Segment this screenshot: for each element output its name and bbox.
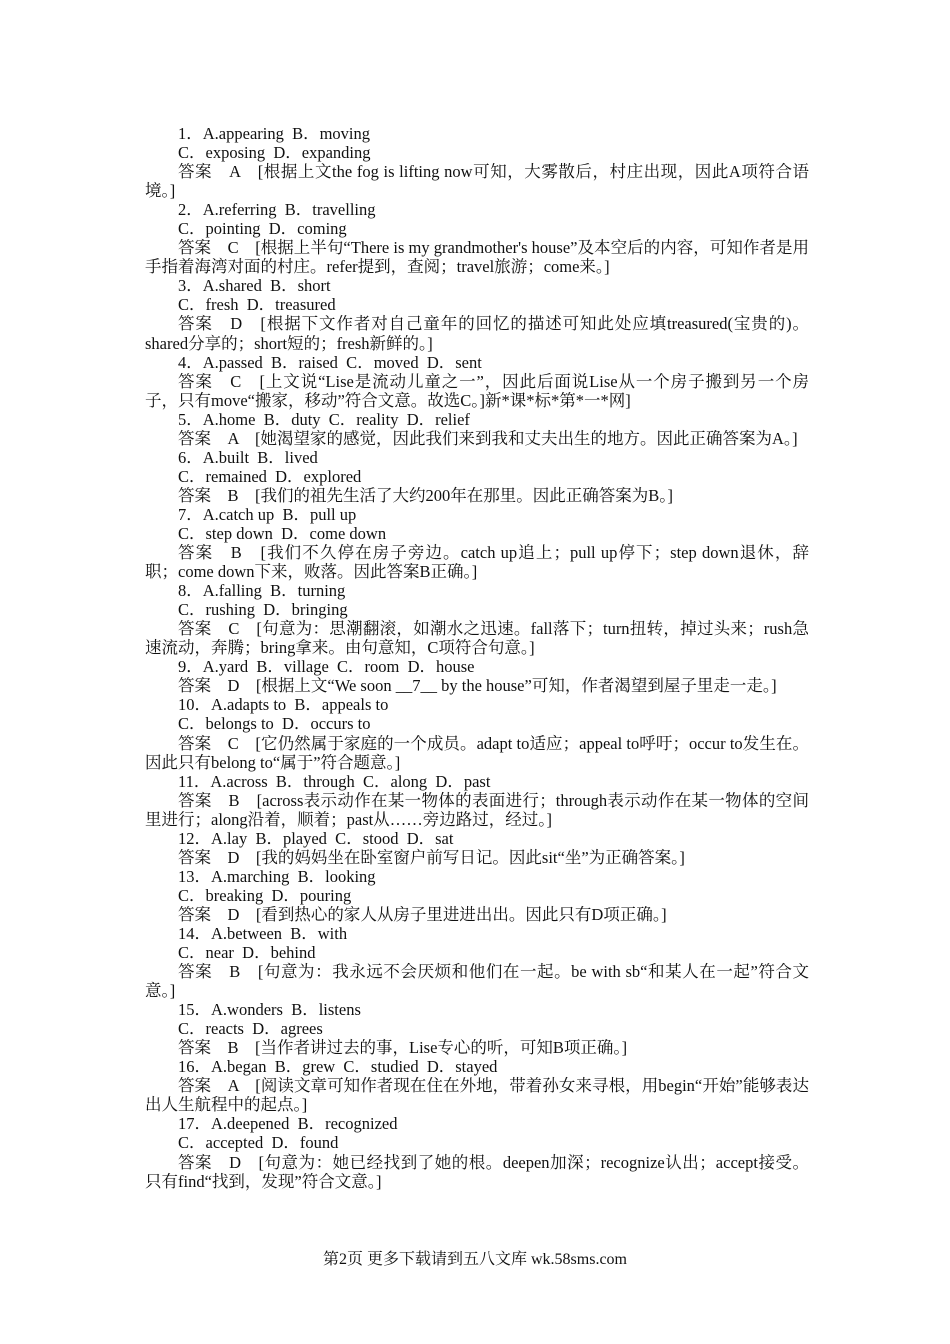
question-options-line: C．pointing D．coming <box>178 219 347 239</box>
question-options-line: 17．A.deepened B．recognized <box>178 1114 398 1134</box>
question-options-line: 7．A.catch up B．pull up <box>178 504 357 524</box>
answer-explanation: 答案 B [句意为：我永远不会厌烦和他们在一起。be with sb“和某人在一起”符合文意。] <box>145 962 809 1001</box>
answer-explanation: 答案 A [她渴望家的感觉，因此我们来到我和丈夫出生的地方。因此正确答案为A。] <box>178 428 798 448</box>
question-block <box>145 772 809 829</box>
question-block <box>145 1114 809 1190</box>
question-options-line: 13．A.marching B．looking <box>178 866 376 886</box>
answer-explanation: 答案 B [across表示动作在某一物体的表面进行；through表示动作在某一物体的空间里进行；along沿着，顺着；past从……旁边路过，经过。] <box>145 790 809 829</box>
answer-explanation: 答案 B [我们不久停在房子旁边。catch up追上；pull up停下；step down退休，辞职；come down下来，败落。因此答案B正确。] <box>145 543 809 582</box>
question-block <box>145 448 809 505</box>
answer-key-content <box>145 124 809 1191</box>
page-footer: 第2页 更多下载请到五八文库 wk.58sms.com <box>322 1251 627 1268</box>
question-options-line: 5．A.home B．duty C．reality D．relief <box>178 409 470 429</box>
question-block <box>145 829 809 867</box>
question-options-line: C．breaking D．pouring <box>178 885 352 905</box>
question-options-line: C．reacts D．agrees <box>178 1019 323 1039</box>
answer-explanation: 答案 B [我们的祖先生活了大约200年在那里。因此正确答案为B。] <box>178 485 673 505</box>
question-block <box>145 1057 809 1114</box>
question-options-line: 2．A.referring B．travelling <box>178 200 376 220</box>
question-options-line: 11．A.across B．through C．along D．past <box>178 771 491 791</box>
question-options-line: 6．A.built B．lived <box>178 447 318 467</box>
question-block <box>145 924 809 1000</box>
answer-explanation: 答案 D [看到热心的家人从房子里进进出出。因此只有D项正确。] <box>178 904 667 924</box>
question-block <box>145 124 809 200</box>
answer-explanation: 答案 C [句意为：思潮翻滚，如潮水之迅速。fall落下；turn扭转，掉过头来；rush急速流动，奔腾；bring拿来。由句意知，C项符合句意。] <box>145 619 809 658</box>
question-options-line: C．accepted D．found <box>178 1133 339 1153</box>
question-options-line: 14．A.between B．with <box>178 923 348 943</box>
question-block <box>145 353 809 410</box>
question-options-line: 3．A.shared B．short <box>178 276 331 296</box>
answer-explanation: 答案 A [根据上文the fog is lifting now可知，大雾散后，村庄出现，因此A项符合语境。] <box>145 162 809 201</box>
question-block <box>145 505 809 581</box>
question-options-line: 1．A.appearing B．moving <box>178 124 371 143</box>
answer-explanation: 答案 C [根据上半句“There is my grandmother's house”及本空后的内容，可知作者是用手指着海湾对面的村庄。refer提到，查阅；travel旅游；come来。] <box>145 238 809 277</box>
question-options-line: C．step down D．come down <box>178 523 387 543</box>
answer-explanation: 答案 B [当作者讲过去的事，Lise专心的听，可知B项正确。] <box>178 1038 628 1058</box>
question-block <box>145 581 809 657</box>
answer-explanation: 答案 D [我的妈妈坐在卧室窗户前写日记。因此sit“坐”为正确答案。] <box>178 847 685 867</box>
question-options-line: 9．A.yard B．village C．room D．house <box>178 657 475 677</box>
question-block <box>145 200 809 276</box>
question-block <box>145 410 809 448</box>
question-options-line: C．rushing D．bringing <box>178 600 348 620</box>
question-block <box>145 276 809 352</box>
question-options-line: 8．A.falling B．turning <box>178 581 346 601</box>
answer-explanation: 答案 A [阅读文章可知作者现在住在外地，带着孙女来寻根，用begin“开始”能够表达出人生航程中的起点。] <box>145 1076 809 1115</box>
question-options-line: 4．A.passed B．raised C．moved D．sent <box>178 352 482 372</box>
question-block <box>145 867 809 924</box>
question-options-line: 16．A.began B．grew C．studied D．stayed <box>178 1057 498 1077</box>
question-options-line: 12．A.lay B．played C．stood D．sat <box>178 828 454 848</box>
question-options-line: C．remained D．explored <box>178 466 362 486</box>
question-options-line: C．exposing D．expanding <box>178 143 371 163</box>
answer-explanation: 答案 D [根据下文作者对自己童年的回忆的描述可知此处应填treasured(宝贵的)。shared分享的；short短的；fresh新鲜的。] <box>145 314 809 353</box>
question-options-line: 10．A.adapts to B．appeals to <box>178 695 389 715</box>
answer-explanation: 答案 D [根据上文“We soon __7__ by the house”可知，作者渴望到屋子里走一走。] <box>178 676 777 696</box>
question-block <box>145 695 809 771</box>
answer-explanation: 答案 C [上文说“Lise是流动儿童之一”，因此后面说Lise从一个房子搬到另一个房子，只有move“搬家，移动”符合文意。故选C。]新*课*标*第*一*网] <box>145 371 809 410</box>
answer-explanation: 答案 C [它仍然属于家庭的一个成员。adapt to适应；appeal to呼吁；occur to发生在。因此只有belong to“属于”符合题意。] <box>145 733 809 772</box>
question-options-line: C．belongs to D．occurs to <box>178 714 371 734</box>
question-block <box>145 657 809 695</box>
question-options-line: 15．A.wonders B．listens <box>178 1000 361 1020</box>
question-options-line: C．fresh D．treasured <box>178 295 336 315</box>
answer-explanation: 答案 D [句意为：她已经找到了她的根。deepen加深；recognize认出；accept接受。只有find“找到，发现”符合文意。] <box>145 1152 809 1191</box>
question-options-line: C．near D．behind <box>178 943 316 963</box>
question-block <box>145 1000 809 1057</box>
